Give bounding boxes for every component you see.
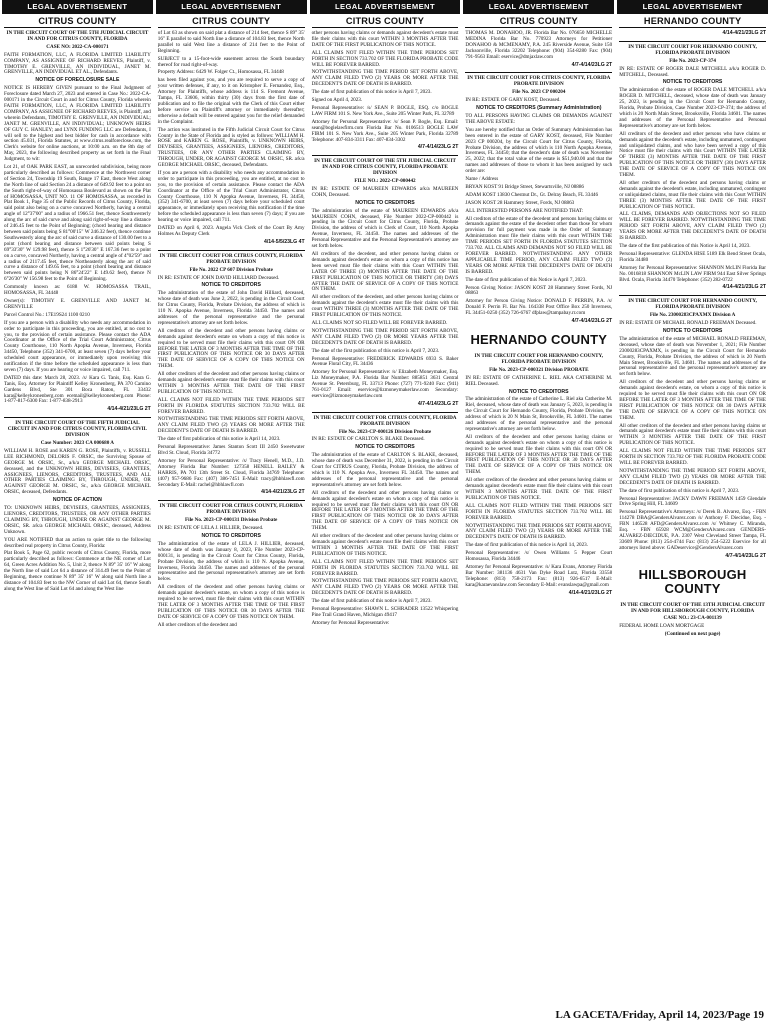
notice-paragraph: The administration of the estate of John David Hilliard, deceased, whose date of death was June 2, 2022, is pending in the Circuit Court for Citrus County, Florida, Probate Division, the address of which is 110 N. Apopka Avenue, Inverness, Florida 34450. The names and addresses of the personal representative and the personal representative's attorney are set forth below. xyxy=(157,290,305,326)
run-dates: 4/7-4/14/23LG 2T xyxy=(417,400,459,407)
notice-paragraph: All creditors of the decedent and other persons having claims or demands against decedent's estate, on whom a copy of this notice is required to be served, must file their claims with this court WITHIN THE LATER OF 3 MONTHS AFTER THE TIME OF THE FIRST PUBLICATION OF THIS NOTICE OR 30 DAYS AFTER THE DATE OF SERVICE OF A COPY OF THIS NOTICE ON THEM. xyxy=(157,584,305,620)
county-heading: CITRUS COUNTY xyxy=(4,16,151,28)
county-heading: CITRUS COUNTY xyxy=(312,16,459,28)
notice-paragraph: Personal Representative: JACKY DAWN FREEMAN 1459 Glendale Drive Spring Hill, FL 34609 xyxy=(619,495,766,508)
notice-paragraph: If you are a person with a disability who needs any accommodation in order to participate in this proceeding, you are entitled, at no cost to you, to the provision of certain assistance. Please contact the ADA Coordinator at the Office of the Trial Court Administrator, Citrus County Courthouse, 110 N Apopka Avenue, Inverness, FL 34450, (352) 341-6700, at least seven (7) days before your scheduled court appearance, or immediately upon receiving this notification if the time before the scheduled appearance is less than seven (7) days; if you are hearing or voice impaired, call 711. xyxy=(157,169,305,224)
notice-paragraph: Personal Representative: SHAWN L. SCHRADER 13522 Whispering Pine Trail Grand Haven, Michigan 49417 xyxy=(311,606,459,618)
column-5 xyxy=(617,0,768,1004)
county-heading: HERNANDO COUNTY xyxy=(470,331,608,347)
run-dates: 4/7-4/14/23LG 2T xyxy=(571,61,613,68)
notice-paragraph: Personal Representative: FREDERICK EDWARDS 6933 S. Baker Avenue Floral City, FL 34436 xyxy=(311,355,459,368)
notice-paragraph: has been filed against you, and you are required to serve a copy of your written defenses, if any, to it on Kristopher E. Fernandez, Esq., Attorney for Plaintiffs, whose address is 114 S. Fremont Avenue, Tampa, FL 33606, within thirty (30) days from the first date of publication and to file the original with the Clerk of this Court either before service on Plaintiff's attorney or immediately thereafter; otherwise a default will be entered against you for the relief demanded in the Complaint. xyxy=(157,77,305,125)
notice-paragraph: DATED on April 6, 2023. Angela Vick Clerk of the Court By Amy Holmes As Deputy Clerk xyxy=(157,225,305,237)
notice-paragraph: THOMAS M. DONAHOO, JR. Florida Bar No. 076650 MICHELLE MEDINA Florida Bar No. 770923 Attorneys for Petitioner DONAHOO & MCMENAMY, P.A. 245 Riverside Avenue, Suite 150 Jacksonville, Florida 32202 Telephone: (904) 354-8280 Fax: (904) 791-9563 Email: eservice@dmjaxlaw.com xyxy=(465,30,613,60)
court-caption: (Continued on next page) xyxy=(664,631,721,638)
notice-paragraph: The administration of the estate of ROGER DALE MITCHELL a/k/a ROGER D. MITCHELL, deceased, whose date of death was January 25, 2023, is pending in the Circuit Court for Hernando County, Florida, Probate Division, Case Number 2023-CP-374; the address of which is 20 North Main Street, Brooksville, Florida 34601. The names and addresses of the Personal Representative and Personal Representative's attorney are set forth below. xyxy=(619,87,766,129)
notice-paragraph: ALL CLAIMS NOT FILED WITHIN THE TIME PERIODS SET FORTH IN SECTION 733.702 OF THE FLORIDA PROBATE CODE WILL BE FOREVER BARRED. xyxy=(311,49,459,68)
run-dates: 4/14-5/5/23LG 4T xyxy=(264,238,305,245)
court-caption: File No. 2023-CP-000131 Division Probate xyxy=(185,517,278,524)
notice-body xyxy=(617,31,768,638)
notice-paragraph: TO: UNKNOWN HEIRS, DEVISEES, GRANTEES, ASSIGNEES, LIENORS, CREDITORS, TRUSTEES, OR ANY OTHER PARTIES CLAIMING BY, THROUGH, UNDER OR AGAINST GEORGE M. ORSIC, SR. a/k/a GEORGE MICHAEL ORSIC, deceased, Address Unknown. xyxy=(4,505,151,535)
column-3 xyxy=(310,0,461,1004)
county-heading: HILLSBOROUGH COUNTY xyxy=(638,566,747,596)
notice-title: NOTICE TO CREDITORS xyxy=(355,444,415,451)
notice-divider xyxy=(312,412,459,413)
court-caption: File No. 23000283CPAXMX Division A xyxy=(649,312,736,319)
notice-paragraph: IN RE: ESTATE OF MAUREEN EDWARDS a/k/a MAUREEN COHN, Deceased. xyxy=(311,185,459,198)
court-caption: IN THE CIRCUIT COURT FOR CITRUS COUNTY, FLORIDA PROBATE DIVISION xyxy=(159,503,303,516)
notice-paragraph: ALL CLAIMS, DEMANDS AND OBJECTIONS NOT SO FILED WILL BE FOREVER BARRED. NOTWITHSTANDING THE TIME PERIOD SET FORTH ABOVE, ANY CLAIM FILED TWO (2) YEARS OR MORE AFTER THE DECEDENT'S DATE OF DEATH IS BARRED. xyxy=(619,211,766,242)
notice-paragraph: The administration of the estate of Catherine L. Riel aka Catherine M. Riel, deceased, whose date of death was January 5, 2023, is pending in the Circuit Court for Hernando County, Florida, Probate Division, the address of which is 20 N Main St, Brooksville, FL 34601. The names and addresses of the personal representative and the personal representative's attorney are set forth below. xyxy=(465,396,613,432)
notice-paragraph: All creditors of the decedent, and other persons having claims or demands against decedent's estate on whom a copy of this notice has been served must file their claims with this Court WITHIN THE LATER OF THREE (3) MONTHS AFTER THE DATE OF THE FIRST PUBLICATION OF THIS NOTICE OR THIRTY (30) DAYS AFTER THE DATE OF SERVICE OF A COPY OF THIS NOTICE ON THEM. xyxy=(311,251,459,293)
notice-paragraph: ALL CLAIMS NOT FILED WITHIN THE TIME PERIODS SET FORTH IN FLORIDA STATUTES SECTION 733.702 WILL BE FOREVER BARRED. xyxy=(157,396,305,415)
notice-paragraph: Attorney for Personal Representative: /s/ Elizabeth Moneymaker, Esq. Liz Moneymaker, P.A. Florida Bar Number: 885851 3631 Central Avenue St. Petersburg, FL 33713 Phone: (727) 771-9240 Fax: (941) 761-0127 Email: eservice@lizmoneymakerlaw.com Secondary: eservice@lizmoneymakerlaw.com xyxy=(311,369,459,399)
notice-paragraph: IN RE: ESTATE OF LELA J. HILLIER, Deceased. xyxy=(157,525,264,532)
notice-paragraph: All creditors of the decedent and other persons having claims or demands against decedent's estate on whom a copy of this notice is required to be served must file their claims with this court ON OR BEFORE THE LATER OF 3 MONTHS AFTER THE TIME OF THE FIRST PUBLICATION OF THIS NOTICE OR 30 DAYS AFTER THE DATE OF SERVICE OF A COPY OF THIS NOTICE ON THEM. xyxy=(157,327,305,370)
run-dates: 4/14-4/21/23LG 2T xyxy=(722,284,766,291)
court-caption: File No. 2023-CP-000321 Division PROBATE xyxy=(489,366,589,373)
notice-title: NOTICE TO CREDITORS xyxy=(201,282,261,289)
notice-paragraph: Attorney for Person Giving Notice: DONALD F. PERRIN, P.A. /s/ Donald F. Perrin Fl. Bar No. 164338 Post Office Box 250 Inverness, FL 34451-0250 (352) 726-6767 dfplaw@tampabay.rr.com xyxy=(465,298,613,317)
notice-paragraph: The date of first publication of this notice is April 7, 2023. xyxy=(311,89,432,96)
notice-paragraph: Personal Representative: /s/ SEAN P. BOGLE, ESQ. c/o BOGLE LAW FIRM 101 S. New York Ave., Suite 205 Winter Park, FL 32789 xyxy=(311,104,459,117)
notice-paragraph: The administration of the estate of MICHAEL RONALD FREEMAN, deceased, whose date of death was November 1, 2021; File Number 23000283CPAXMX, is pending in the Circuit Court for Hernando County, Florida, Probate Division, the address of which is 20 North Main Street, Brooksville, FL 34601. The names and addresses of the personal representative and the personal representative's attorney are set forth below. xyxy=(619,335,766,378)
notice-paragraph: BRYAN KOST 91 Bridge Street, Stewartsville, NJ 08886 xyxy=(465,183,584,190)
notice-body xyxy=(2,31,153,593)
notice-paragraph: Owner(s): TIMOTHY E. GRENVILLE AND JANET M. GRENVILLE xyxy=(4,297,151,310)
notice-paragraph: Attorney for Personal Representative: /s/ Sean P. Bogle, Esq. Email: sean@boglelawfirm.com Florida Bar No. 0106513 BOGLE LAW FIRM 101 S. New York Ave., Suite 205 Winter Park, Florida 32789 Telephone: 407-834-3311 Fax: 407-834-3302 xyxy=(311,118,459,143)
court-caption: IN THE CIRCUIT COURT FOR CITRUS COUNTY, FLORIDA PROBATE DIVISION xyxy=(467,75,611,88)
run-dates: 4/7-4/14/23LG 2T xyxy=(725,552,766,559)
notice-title: NOTICE TO CREDITORS xyxy=(662,79,723,86)
court-caption: IN THE CIRCUIT COURT FOR HERNANDO COUNTY, FLORIDA PROBATE DIVISION xyxy=(474,352,604,365)
notice-paragraph: All other creditors of the decedent and other persons having claims or demands against decedent's estate must file their claims with this court WITHIN 3 MONTHS AFTER THE DATE OF THE FIRST PUBLICATION OF THIS NOTICE. xyxy=(619,422,766,447)
notice-paragraph: FEDERAL HOME LOAN MORTGAGE xyxy=(619,623,705,630)
notice-paragraph: NOTWITHSTANDING THE TIME PERIODS SET FORTH ABOVE, ANY CLAIM FILED TWO (2) YEARS OR MORE AFTER THE DECEDENT'S DATE OF DEATH IS BARRED. xyxy=(465,522,613,541)
notice-paragraph: The date of first publication of this notice is April 7, 2023. xyxy=(619,487,740,494)
notice-paragraph: Parcel Control No.: 17E19S24 1100 0210 xyxy=(4,311,90,318)
court-caption: File No. 2023-CP-000126 Division Probate xyxy=(338,428,432,435)
notice-title: NOTICE TO CREDITORS (Summary Administration) xyxy=(476,105,602,112)
notice-paragraph: The date of the first publication of this notice is April 7, 2023. xyxy=(311,347,440,354)
notice-paragraph: The date of first publication of this notice is April 14, 2023. xyxy=(157,436,281,443)
notice-paragraph: ALL CLAIMS NOT SO FILED WILL BE FOREVER BARRED. xyxy=(311,319,448,326)
notice-paragraph: All creditors of the estate of the decedent and persons having claims or demands against the estate of the decedent other than those for whom provision for full payment was made in the Order of Summary Administration must file their claims with this court WITHIN THE TIME PERIODS SET FORTH IN FLORIDA STATUTES SECTION 733.702. ALL CLAIMS AND DEMANDS NOT SO FILED WILL BE FOREVER BARRED. NOTWITHSTANDING ANY OTHER APPLICABLE TIME PERIOD, ANY CLAIM FILED TWO (2) YEARS OR MORE AFTER THE DECEDENT'S DATE OF DEATH IS BARRED. xyxy=(465,215,613,275)
court-caption: IN THE CIRCUIT COURT FOR CITRUS COUNTY, FLORIDA PROBATE DIVISION xyxy=(313,414,457,427)
notice-paragraph: The date of first publication of this Notice is April 7, 2023. xyxy=(465,276,587,283)
notice-paragraph: Personal Representative: /s/ Owen Williams 5 Pepper Court Homosassa, Florida 34446 xyxy=(465,550,613,563)
court-caption: IN THE CIRCUIT COURT FOR CITRUS COUNTY, FLORIDA PROBATE DIVISION xyxy=(159,252,303,265)
run-dates: 4/7-4/14/23LG 2T xyxy=(417,144,459,151)
notice-paragraph: IN RE: ESTATE OF GARY KOST, Deceased. xyxy=(465,97,561,104)
notice-title: NOTICE OF FORECLOSURE SALE xyxy=(35,77,120,84)
notice-paragraph: WILLIAM H. ROSE and KAREN G. ROSE, Plaintiffs, v. RUSSELL LEE RICHMOND, DELORIS F. ORSIC, the Surviving Spouse of GEORGE M. ORSIC, Sr., a/k/a GEORGE MICHAEL ORSIC, deceased, and the UNKNOWN HEIRS, DEVISEES, GRANTEES, ASSIGNEES, LIENORS, CREDITORS, TRUSTEES, AND ALL OTHER PARTIES CLAIMING BY, THROUGH, UNDER, OR AGAINST GEORGE M. ORSIC, Sr., a/k/a GEORGE MICHAEL ORSIC, deceased, Defendants. xyxy=(4,447,151,496)
notice-paragraph: All creditors of the decedent and other persons having claims or demands against decedent's estate on whom a copy of this notice is required to be served must file their claims with this court ON OR BEFORE THE LATER OF 3 MONTHS AFTER THE TIME OF THE FIRST PUBLICATION OF THIS NOTICE OR 30 DAYS AFTER THE DATE OF SERVICE OF A COPY OF THIS NOTICE ON THEM. xyxy=(465,433,613,476)
notice-paragraph: Personal Representative: James Stanton Scott III 2450 Sweetwater Blvd St. Cloud, Florida 34772 xyxy=(157,444,305,456)
notice-paragraph: of Lot 63 as shown on said plat a distance of 214 feet, thence S 89° 35' 16" E parallel to said North line a distance of 104.83 feet, thence North parallel to said West line a distance of 214 feet to the Point of Beginning. xyxy=(157,30,305,54)
notice-paragraph: IN RE: ESTATE OF CARLTON S. BLAKE Deceased. xyxy=(311,436,425,443)
run-dates: 4/14-4/21/23LG 2T xyxy=(722,30,766,36)
notice-paragraph: NOTWITHSTANDING THE TIME PERIODS SET FORTH ABOVE, ANY CLAIM FILED TWO (2) YEARS OR MORE AFTER THE DECEDENT'S DATE OF DEATH IS BARRED. xyxy=(311,578,459,597)
page-footer: LA GACETA/Friday, April 14, 2023/Page 19 xyxy=(555,1009,764,1021)
notice-divider xyxy=(4,417,151,418)
court-caption: IN THE CIRCUIT COURT OF THE 13TH JUDICIAL CIRCUIT IN AND FOR HILLSBOROUGH COUNTY, FLORIDA xyxy=(620,601,765,614)
court-caption: IN THE CIRCUIT COURT OF THE 5TH JUDICIAL CIRCUIT IN AND FOR CITRUS COUNTY, FLORIDA PROBATE DIVISION xyxy=(314,158,456,177)
notice-paragraph: Personal Representative's Attorneys: /s/ Derek B. Alvarez, Esq. - FBN 114278 DBA@GendersAlvarez.com /s/ Anthony F. Diecidue, Esq. - FBN 146528 AFD@GendersAlvarez.com /s/ Whitney C. Miranda, Esq. - FBN 65928 WCM@GendersAlvarez.com GENDERS-ALVAREZ-DIECIDUE, P.A. 2307 West Cleveland Street Tampa, FL 33609 Phone: (813) 254-4744 Fax: (813) 254-5222 Eservice for all attorneys listed above: GADeservice@GendersAlvarez.com xyxy=(619,509,766,551)
notice-paragraph: NOTWITHSTANDING THE TIME PERIODS SET FORTH ABOVE, ANY CLAIM FILED TWO (2) YEARS OR MORE AFTER THE DECEDENT'S DATE OF DEATH IS BARRED. xyxy=(157,416,305,435)
legal-advertisement-header: LEGAL ADVERTISEMENT xyxy=(617,0,768,14)
notice-paragraph: The date of the first publication of this Notice is April 14, 2023. xyxy=(619,243,751,249)
notice-paragraph: The action was instituted in the Fifth Judicial Circuit Court for Citrus County in the State of Florida and is styled as follows: WILLIAM H. ROSE and KAREN G. ROSE, Plaintiffs, v. UNKNOWN HEIRS, DEVISEES, GRANTEES, ASSIGNEES, LIENORS, CREDITORS, TRUSTEES, OR ANY OTHER PARTIES CLAIMING BY, THROUGH, UNDER, OR AGAINST GEORGE M. ORSIC, SR. a/k/a GEORGE MICHAEL ORSIC, deceased, Defendants. xyxy=(157,126,305,169)
notice-paragraph: The administration of the estate of LELA J. HILLIER, deceased, whose date of death was January 8, 2023, File Number 2023-CP-000131, is pending in the Circuit Court for Citrus County, Florida, Probate Division, the address of which is 110 N. Apopka Avenue, Inverness, Florida 34450. The names and addresses of the personal representative and the personal representative's attorney are set forth below. xyxy=(157,540,305,583)
notice-paragraph: IN RE: ESTATE OF JOHN DAVID HILLIARD Deceased. xyxy=(157,274,280,281)
notice-paragraph: Personal Representative: GLENDA HISE 5189 Elk Bend Street Ocala, Florida 34480 xyxy=(619,250,766,263)
notice-divider xyxy=(312,155,459,156)
notice-divider xyxy=(619,41,766,42)
court-caption: File No. 2023-CP-374 xyxy=(669,57,716,64)
court-caption: Case Number: 2023 CA 000680 A xyxy=(40,440,115,446)
notice-paragraph: The date of first publication of this notice is April 7, 2023. xyxy=(311,598,432,605)
notice-title: NOTICE TO CREDITORS xyxy=(509,388,569,395)
notice-paragraph: JASON KOST 28 Hammery Street, Fords, NJ 08863 xyxy=(465,199,575,206)
notice-paragraph: You are hereby notified that an Order of Summary Administration has been entered in the estate of GARY KOST, deceased, File Number 2023 CP 000204, by the Circuit Court for Citrus County, Florida, Probate Division, the address of which is 110 North Apopka Avenue, Inverness, FL 34450; that the decedent's date of death was November 25, 2022; that the total value of the estate is $51,940.00 and that the names and addresses of those to whom it has been assigned by such order are: xyxy=(465,126,613,175)
court-caption: IN THE CIRCUIT COURT OF THE 5TH JUDICIAL CIRCUIT IN AND FOR CITRUS COUNTY, FLORIDA xyxy=(6,30,149,42)
notice-paragraph: ADAM KOST 13830 Chestnut Dr., Gt. Delray Beach, FL 33446 xyxy=(465,191,599,198)
notice-paragraph: All creditors of the decedent and other persons having claims or demands against decedent's estate on whom a copy of this notice is required to be served must file their claims with this court ON OR BEFORE THE LATER OF 3 MONTHS AFTER THE TIME OF THE FIRST PUBLICATION OF THIS NOTICE OR 30 DAYS AFTER THE DATE OF SERVICE OF A COPY OF THIS NOTICE ON THEM. xyxy=(311,489,459,532)
notice-paragraph: Name / Address xyxy=(465,176,499,183)
legal-advertisement-header: LEGAL ADVERTISEMENT xyxy=(156,0,307,14)
notice-title: NOTICE TO CREDITORS xyxy=(662,327,723,334)
notice-paragraph: IN RE: ESTATE OF CATHERINE L. RIEL AKA CATHERINE M. RIEL Deceased. xyxy=(465,374,613,387)
notice-paragraph: YOU ARE NOTIFIED that an action to quiet title to the following described real property in Citrus County, Florida: xyxy=(4,536,151,549)
notice-paragraph: ALL CLAIMS NOT FILED WITHIN THE TIME PERIODS SET FORTH IN SECTION 733.702 OF THE FLORIDA PROBATE CODE WILL BE FOREVER BARRED. xyxy=(619,448,766,466)
notice-paragraph: ALL CLAIMS NOT FILED WITHIN THE TIME PERIODS SET FORTH IN FLORIDA STATUTES SECTION 733.702 WILL BE FOREVER BARRED. xyxy=(465,502,613,521)
notice-paragraph: FAITH FORMATION, LLC, A FLORIDA LIMITED LIABILITY COMPANY, AS ASSIGNEE OF RICHARD REEVES, Plaintiff, v. TIMOTHY E. GRENVILLE, AN INDIVIDUAL, JANET M. GRENVILLE, AN INDIVIDUAL ET AL., Defendants. xyxy=(4,51,151,76)
court-caption: File No. 2023 CP 000204 xyxy=(512,89,566,96)
notice-divider xyxy=(158,500,305,501)
court-caption: IN THE CIRCUIT COURT FOR HERNANDO COUNTY, FLORIDA PROBATE DIVISION xyxy=(628,43,757,56)
notice-paragraph: All creditors of the decedent and other persons having claims or demands against decedent's estate, on whom a copy of this notice is required to be served must file their claims with this court ON OR BEFORE THE LATER OF 3 MONTHS AFTER THE TIME OF THE FIRST PUBLICATION OF THIS NOTICE OR 30 DAYS AFTER THE DATE OF SERVICE OF A COPY OF THIS NOTICE ON THEM. xyxy=(619,379,766,421)
court-caption: CASE NO.: 23-CA-001139 xyxy=(663,615,722,622)
notice-paragraph: IN RE: ESTATE OF MICHAEL RONALD FREEMAN Deceased. xyxy=(619,320,757,327)
notice-paragraph: Commonly known as: 6188 W. HOMOSASSA TRAIL, HOMOSASSA, FL 34448 xyxy=(4,284,151,297)
notice-paragraph: Attorney for Personal Representative: /s/ Kara Evans, Attorney Florida Bar Number: 381136 4631 Van Dyke Road Lutz, Florida 33558 Telephone: (813) 758-2173 Fax: (813) 926-6517 E-Mail: kara@karaevanslaw.com Secondary E-Mail: evanslawpa@gmail.com xyxy=(465,563,613,588)
notice-paragraph: Plat Book 5, Page 62, public records of Citrus County, Florida, more particularly described as follows: Commence at the NE corner of Lot 64, Green Acres Addition No. 5, Unit 2, thence N 89° 35' 16" W along the North line of said Lot 64 a distance of 314.49 feet to the Point of Beginning, thence continue N 89° 35' 16" W along said North line a distance of 104.83 feet to the NW Corner of said Lot 64, thence South along the West line of Said Lot 64 and along the West line xyxy=(4,550,151,592)
court-caption: File No. 2022 CP 607 Division Probate xyxy=(189,266,273,273)
notice-paragraph: Attorney for Personal Representative: xyxy=(311,619,390,626)
newspaper-page xyxy=(2,0,768,1024)
notice-paragraph: The administration of the estate of CARLTON S. BLAKE, deceased, whose date of death was December 31, 2022, is pending in the Circuit Court for CITRUS County, Florida, Probate Division, the address of which is 110 N. Apopka Ave., Inverness FL 34450. The names and addresses of the personal representative and the personal representative's attorney are set forth below. xyxy=(311,452,459,488)
notice-paragraph: ALL INTERESTED PERSONS ARE NOTIFIED THAT: xyxy=(465,207,584,214)
county-heading: HERNANDO COUNTY xyxy=(619,16,766,28)
column-4 xyxy=(463,0,614,1004)
notice-paragraph: ALL CLAIMS NOT FILED WITHIN THE TIME PERIODS SET FORTH IN FLORIDA STATUTES SECTION 733.702 WILL BE FOREVER BARRED. xyxy=(311,558,459,577)
column-1 xyxy=(2,0,153,1004)
notice-title: NOTICE TO CREDITORS xyxy=(355,199,415,206)
notice-paragraph: All other creditors of the decedent and persons having claims or demands against the decedent's estate, including unmatured, contingent or unliquidated claims, must file their claims with this Court WITHIN THREE (3) MONTHS AFTER THE DATE OF THE FIRST PUBLICATION OF THIS NOTICE. xyxy=(619,179,766,210)
notice-paragraph: Lot 21, of OAK PARK EAST, an unrecorded subdivision, being more particularly described as follows: Commence at the Northwest corner of Section 24, Township 19 South, Range 17 East, thence West along the North line of said Section 24 a distance of 649.92 feet to a point on the South right-of-way of Homosassa Boulevard as shown on the Plat of HOMOSASSA, UNIT NO. 11 OF HOMOSASSA, as recorded in Plat Book 1, Page 35 of the Public Records of Citrus County, Florida, said point also being on a curve concaved Northerly, having a central angle of 12°37'00" and a radius of 1966.51 feet, thence Southwesterly along the arc of said curve and along said right-of-way line a distance of 246.45 feet to the Point of Beginning; (chord bearing and distance between said points being S 81°00'15" W 246.32 feet), thence continue Southwesterly along the arc of said curve a distance of 130.00 feet to a point (chord bearing and distance between said points being S 69°33'30" W 129.98 feet), thence S 1°26'30" E 167.36 feet to a point on a curve, concaved Northerly, having a central angle of 4°02'59" and a radius of 2117.45 feet, thence Northeasterly along the arc of said curve a distance of 149.65 feet, to a point (chord bearing and distance between said points being N 86°24'22" E 149.62 feet), thence N 6°26'30" W 156.98 feet to the Point of Beginning. xyxy=(4,164,151,283)
notice-title: NOTICE OF ACTION xyxy=(52,497,102,504)
notice-paragraph: Attorney for Personal Representative: /s/ Tracy Henell, M.D., J.D. Attorney Florida Bar Number: 127358 HENELL BAILEY & HARRIS, PA 701 13th Street St. Cloud, Florida 34769 Telephone: (407) 957-9686 Fax: (407) 386-7451 E-Mail: tracy@hbhlawfl.com Secondary E-Mail: rachel@hbhlawfl.com xyxy=(157,457,305,488)
notice-paragraph: Property Address: 6429 W. Folger Ct., Homosassa, FL 34448 xyxy=(157,69,284,76)
notice-paragraph: All creditors of the decedent and other persons who have claims or demands against the decedent's estate, including unmatured, contingent and unliquidated claims, and who have been served a copy of this Notice must file their claims with this Court WITHIN THE LATER OF THREE (3) MONTHS AFTER THE DATE OF THE FIRST PUBLICATION OF THIS NOTICE OR THIRTY (30) DAYS AFTER THE DATE OF SERVICE OF A COPY OF THIS NOTICE ON THEM. xyxy=(619,130,766,179)
notice-paragraph: SUBJECT to a 15-foot-wide easement across the South boundary thereof for road right-of-way. xyxy=(157,55,305,68)
notice-paragraph: Signed on April 4, 2023. xyxy=(311,97,363,104)
run-dates: 4/14-4/21/23LG 2T xyxy=(261,489,305,496)
notice-paragraph: Attorney for Personal Representative: SHANNON McLIN Florida Bar No. 0016818 SHANNON McLIN LAW FIRM 944 East Silver Springs Blvd. Ocala, Florida 34470 Telephone: (352) 282-0722 xyxy=(619,264,766,283)
legal-advertisement-header: LEGAL ADVERTISEMENT xyxy=(463,0,614,14)
notice-paragraph: All other creditors of the decedent and other persons having claims or demands against decedent's estate must file their claims with this court WITHIN 3 MONTHS AFTER THE DATE OF THE FIRST PUBLICATION OF THIS NOTICE. xyxy=(465,477,613,501)
notice-paragraph: The date of first publication of this notice is April 14, 2023. xyxy=(465,542,589,549)
notice-paragraph: NOTWITHSTANDING THE TIME PERIOD SET FORTH ABOVE, ANY CLAIM FILED TWO (2) YEARS OR MORE AFTER THE DECEDENT'S DATE OF DEATH IS BARRED. xyxy=(311,69,459,88)
county-heading: CITRUS COUNTY xyxy=(465,16,612,28)
run-dates: 4/14-4/21/23LG 2T xyxy=(568,589,613,596)
notice-divider xyxy=(158,250,305,251)
notice-paragraph: Person Giving Notice: JASON KOST 28 Hammery Street Fords, NJ 08863 xyxy=(465,284,613,297)
notice-paragraph: other persons having claims or demands against decedent's estate must file their claims with this court WITHIN 3 MONTHS AFTER THE DATE OF THE FIRST PUBLICATION OF THIS NOTICE. xyxy=(311,30,459,48)
notice-paragraph: NOTICE IS HEREBY GIVEN pursuant to the Final Judgment of Foreclosure dated March 27, 2023 and entered in Case No.: 2022-CA-000171 in the Circuit Court in and for Citrus County, Florida wherein FAITH FORMATION, LLC, A FLORIDA LIMITED LIABILITY COMPANY, AS ASSIGNEE OF RICHARD REEVES, is Plaintiff, and wherein Defendants, TIMOTHY E. GRENVILLE, AN INDIVIDUAL; JANET M. GRENVILLE, AN INDIVIDUAL; UNKNOWN HEIRS OF GUY C. HANLEY; and LYNX FUNDING LLC are Defendants, I will sell to the highest and best bidder for cash in accordance with section 45.031, Florida Statutes, at www.citrus.realforeclose.com, the Clerk's website for online auctions, at 10:00 a.m. on the 8th day of May, 2023, the following described property as set forth in the Final Judgment, to wit: xyxy=(4,85,151,163)
column-2 xyxy=(156,0,307,1004)
notice-paragraph: IN RE: ESTATE OF ROGER DALE MITCHELL a/k/a ROGER D. MITCHELL, Deceased. xyxy=(619,65,766,78)
notice-paragraph: NOTWITHSTANDING THE TIME PERIOD SET FORTH ABOVE, ANY CLAIM FILED TWO (2) OR MORE YEARS AFTER THE DECEDENT'S DATE OF DEATH IS BARRED. xyxy=(311,327,459,346)
notice-paragraph: All other creditors of the decedent and other persons having claims or demands against decedent's estate must file their claims with this court WITHIN 3 MONTHS AFTER THE DATE OF THE FIRST PUBLICATION OF THIS NOTICE. xyxy=(311,533,459,557)
notice-body xyxy=(463,31,614,597)
court-caption: IN THE CIRCUIT COURT OF THE FIFTH JUDICIAL CIRCUIT IN AND FOR CITRUS COUNTY, FLORIDA CIVIL DIVISION xyxy=(7,420,148,439)
legal-advertisement-header: LEGAL ADVERTISEMENT xyxy=(2,0,153,14)
notice-paragraph: TO ALL PERSONS HAVING CLAIMS OR DEMANDS AGAINST THE ABOVE ESTATE: xyxy=(465,112,613,125)
notice-paragraph: If you are a person with a disability who needs any accommodation in order to participate in this proceeding, you are entitled, at no cost to you, to the provision of certain assistance. Please contact the ADA Coordinator at the Office of the Trial Court Administrator, Citrus County Courthouse, 110 North Apopka Avenue, Inverness, Florida 34450, Telephone (352) 341-6700, at least seven (7) days before your scheduled court appearance, or immediately upon receiving this notification if the time before the scheduled appearance is less than seven (7) days. If you are hearing or voice impaired, call 711. xyxy=(4,319,151,373)
notice-divider xyxy=(465,72,612,73)
notice-paragraph: DATED this date: March 28, 2023. /s/ Kara G. Tanis, Esq. Kara G. Tanis, Esq. Attorney for Plaintiff Kelley Kronenberg, PA 370 Camino Gardens Blvd, Ste 301 Boca Raton, FL 33432 kara@kelleykronenberg.com ecemail@kelleykronenberg.com Phone: 1-877-817-6300 Fax: 1-877-838-2913 xyxy=(4,374,151,405)
notice-title: NOTICE TO CREDITORS xyxy=(201,532,261,539)
notice-paragraph: All other creditors of the decedent and xyxy=(157,621,237,628)
notice-divider xyxy=(619,295,766,296)
notice-paragraph: The administration of the estate of MAUREEN EDWARDS a/k/a MAUREEN COHN, deceased, File Number 2022-CP-000442 is pending in the Circuit Court for Citrus County, Florida, Probate Division, the address of which is Clerk of Court, 110 North Apopka Avenue, Inverness, FL 34450. The names and addresses of the Personal Representative and the Personal Representative's attorney are set forth below. xyxy=(311,207,459,250)
court-caption: IN THE CIRCUIT COURT FOR HERNANDO COUNTY, FLORIDA PROBATE DIVISION xyxy=(628,298,757,311)
county-heading: CITRUS COUNTY xyxy=(158,16,305,28)
legal-advertisement-header: LEGAL ADVERTISEMENT xyxy=(310,0,461,14)
notice-paragraph: All other creditors of the decedent, and other persons having claims or demands against the decedent's estate must file their claims with this court WITHIN THREE (3) MONTHS AFTER THE DATE OF THE FIRST PUBLICATION OF THIS NOTICE. xyxy=(311,294,459,319)
notice-body xyxy=(310,31,461,627)
notice-body xyxy=(156,31,307,629)
court-caption: FILE NO.: 2022-CP-000442 xyxy=(354,178,416,185)
run-dates: 4/14-4/21/23LG 2T xyxy=(107,406,151,413)
notice-paragraph: All other creditors of the decedent and other persons having claims or demands against decedent's estate must file their claims with this court WITHIN 3 MONTHS AFTER THE DATE OF THE FIRST PUBLICATION OF THIS NOTICE. xyxy=(157,371,305,395)
notice-paragraph: NOTWITHSTANDING THE TIME PERIOD SET FORTH ABOVE, ANY CLAIM FILED TWO (2) YEARS OR MORE AFTER THE DECEDENT'S DATE OF DEATH IS BARRED. xyxy=(619,467,766,486)
run-dates: 4/7-4/14/23LG 2T xyxy=(571,318,613,325)
court-caption: CASE NO: 2022-CA-000171 xyxy=(46,43,109,50)
